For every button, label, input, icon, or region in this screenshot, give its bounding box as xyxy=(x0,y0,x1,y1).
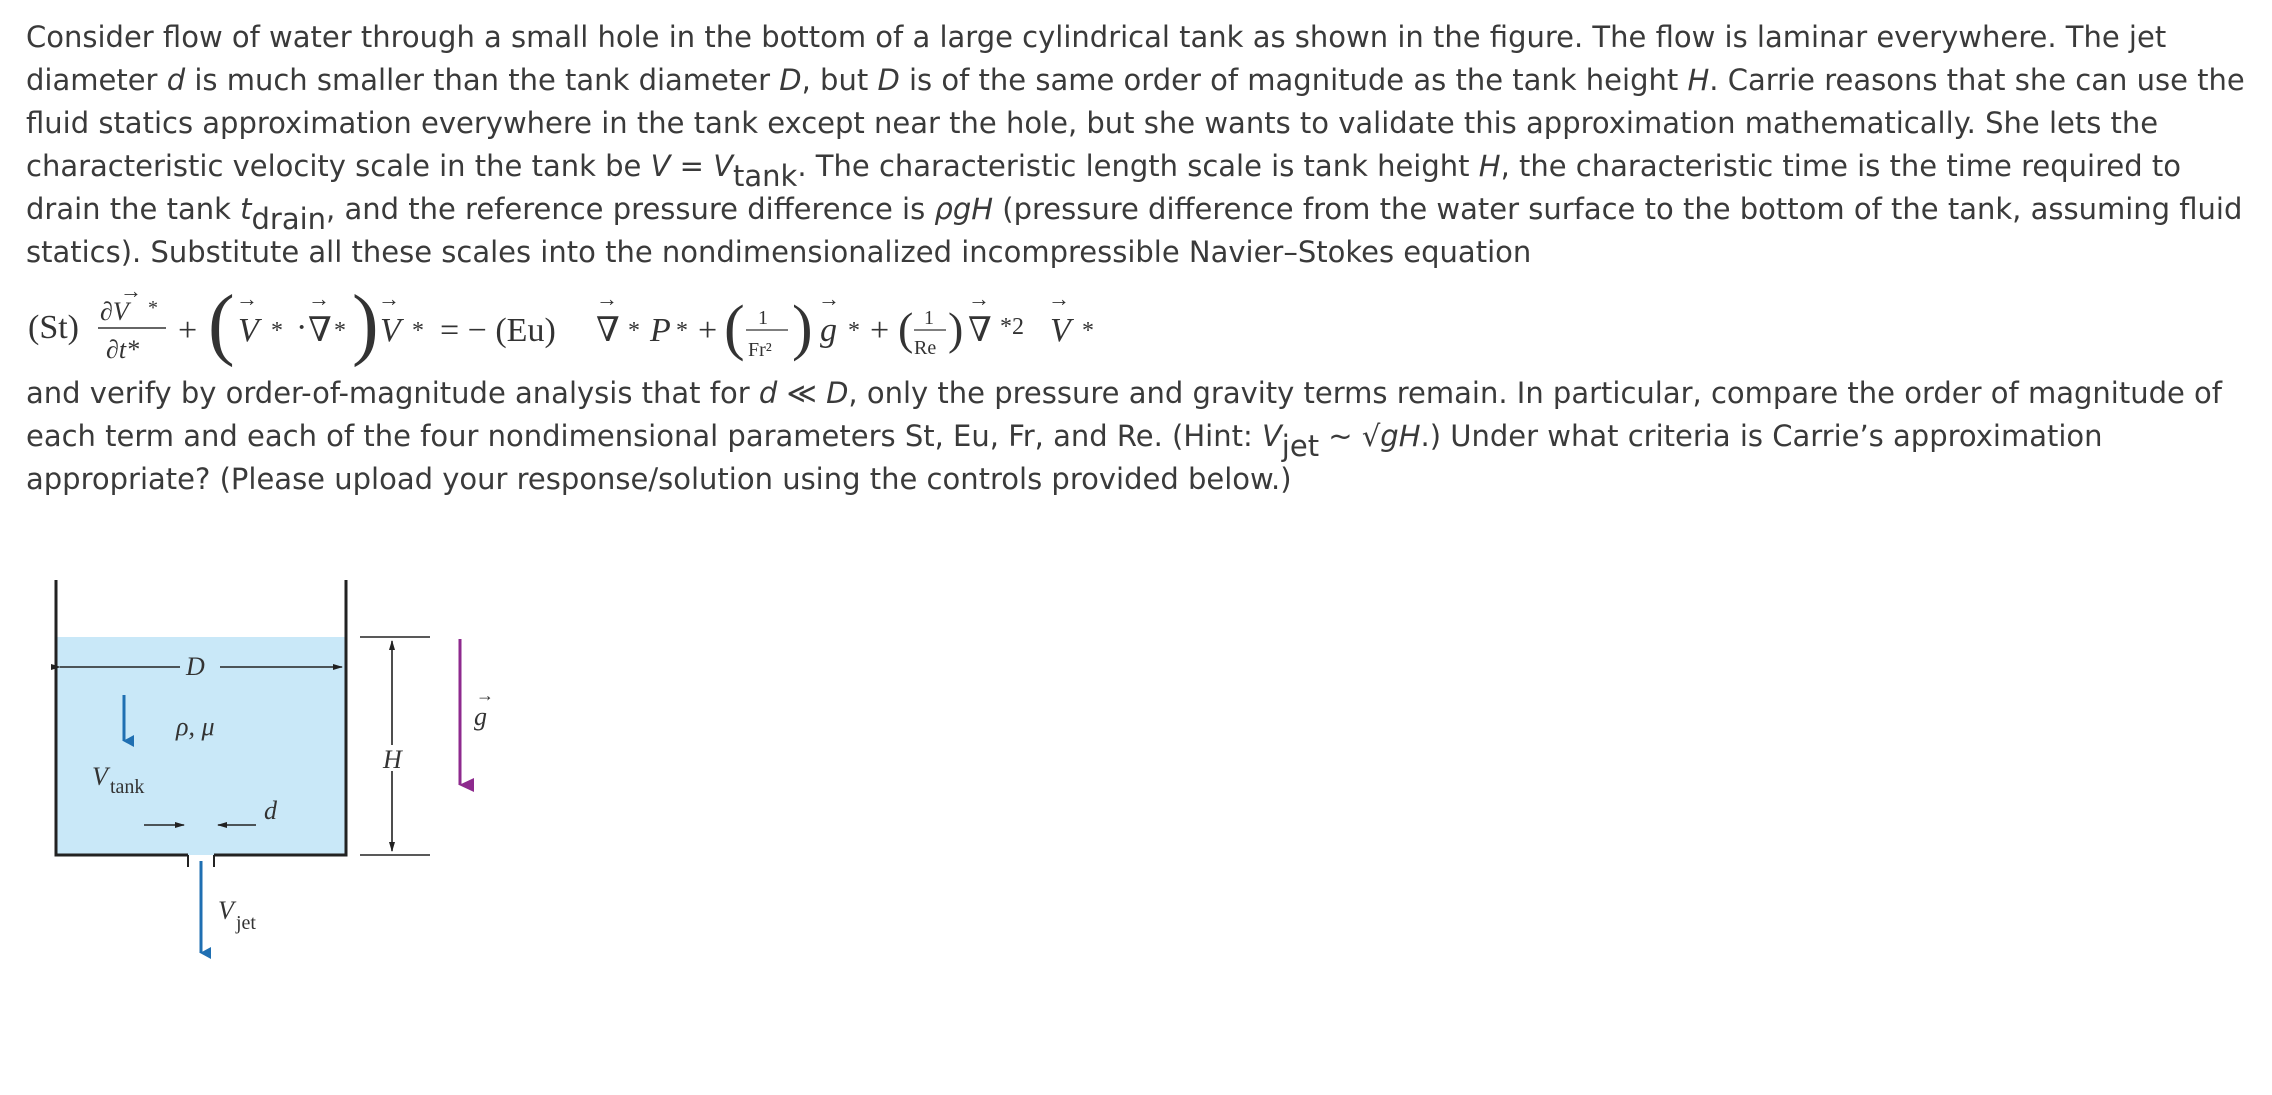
text: is much smaller than the tank diameter xyxy=(194,63,780,97)
label-rho-mu: ρ, μ xyxy=(176,712,215,741)
subscript-tank: tank xyxy=(733,159,798,193)
subscript-jet: jet xyxy=(1281,429,1320,463)
eq-arrow: → xyxy=(236,286,258,311)
eq-lparen: ( xyxy=(208,280,235,368)
var-rhogH: ρgH xyxy=(934,192,994,226)
eq-star: * xyxy=(628,318,640,344)
eq-arrow: → xyxy=(308,286,330,311)
text: ≪ xyxy=(777,376,827,410)
eq-star: * xyxy=(334,318,346,344)
var-gH: gH xyxy=(1380,419,1421,453)
eq-P: P xyxy=(650,312,671,349)
eq-star: * xyxy=(676,318,688,344)
label-V-tank: V xyxy=(92,762,108,791)
var-D: D xyxy=(877,63,900,97)
eq-minus-eu: = − (Eu) xyxy=(440,312,556,349)
eq-lparen: ( xyxy=(898,303,914,354)
eq-V: V xyxy=(380,312,401,349)
text: is of the same order of magnitude as the tank height xyxy=(899,63,1688,97)
label-g: g xyxy=(474,702,487,731)
label-d: d xyxy=(264,796,277,825)
var-d: d xyxy=(758,376,778,410)
eq-dot: · xyxy=(296,309,308,346)
var-V: V xyxy=(650,149,671,183)
question-paragraph-1 xyxy=(26,16,2248,274)
eq-plus: + xyxy=(870,312,890,349)
var-V-jet: V xyxy=(1261,419,1282,453)
var-t: t xyxy=(240,192,252,226)
eq-plus: + xyxy=(178,312,198,349)
eq-star2: *2 xyxy=(1000,314,1024,340)
var-d: d xyxy=(166,63,186,97)
label-jet-sub: jet xyxy=(236,912,256,934)
var-D: D xyxy=(826,376,849,410)
text: . The characteristic length scale is tank height xyxy=(797,149,1479,183)
eq-plus: + xyxy=(698,312,718,349)
eq-arrow: → xyxy=(968,286,990,311)
navier-stokes-equation xyxy=(28,278,1288,378)
eq-rparen: ) xyxy=(948,303,964,354)
eq-star: * xyxy=(848,318,860,344)
text: ~ √ xyxy=(1319,419,1381,453)
eq-dt: ∂t* xyxy=(106,335,140,364)
eq-rparen: ) xyxy=(792,294,813,362)
eq-star: * xyxy=(412,318,424,344)
text: = xyxy=(670,149,714,183)
text: , the characteristic time is the time required to drain the tank xyxy=(26,149,2181,226)
eq-arrow: → xyxy=(1048,286,1070,311)
eq-arrow: → xyxy=(596,286,618,311)
tank-figure xyxy=(40,565,500,965)
subscript-drain: drain xyxy=(251,202,327,236)
eq-rparen: ) xyxy=(352,280,379,368)
question-paragraph-2 xyxy=(26,372,2248,501)
text: (pressure difference from the water surface to the bottom of the tank, assuming fluid statics). Substitute all these scales into the nondimensionalized incompressible Navier–Stokes equation xyxy=(26,192,2243,269)
text: Consider flow of water through a small hole in the bottom of a large cylindrical tank as shown in the figure. The flow is laminar everywhere. The jet diameter xyxy=(26,20,2167,97)
eq-star: * xyxy=(148,297,158,319)
eq-dV: ∂V xyxy=(100,297,129,326)
eq-nabla: ∇ xyxy=(596,312,620,349)
label-H: H xyxy=(383,745,402,774)
eq-one: 1 xyxy=(758,307,768,329)
eq-arrow: → xyxy=(378,286,400,311)
eq-arrow: → xyxy=(120,278,142,303)
var-H: H xyxy=(1478,149,1501,183)
text: .) Under what criteria is Carrie’s approximation appropriate? (Please upload your response/solution using the controls provided below.) xyxy=(26,419,2103,496)
text: , but xyxy=(801,63,878,97)
eq-Fr2: Fr² xyxy=(748,339,772,361)
var-H: H xyxy=(1687,63,1710,97)
label-g-arrow: → xyxy=(476,685,494,705)
label-tank-sub: tank xyxy=(110,776,145,798)
text: . Carrie reasons that she can use the fluid statics approximation everywhere in the tank except near the hole, but she wants to validate this approximation mathematically. She lets the characteristic velocity scale in the tank be xyxy=(26,63,2245,183)
eq-V: V xyxy=(238,312,259,349)
var-D: D xyxy=(779,63,802,97)
text: , and the reference pressure difference is xyxy=(326,192,935,226)
eq-star: * xyxy=(271,318,283,344)
eq-st: (St) xyxy=(28,309,79,346)
eq-arrow: → xyxy=(818,286,840,311)
eq-nabla: ∇ xyxy=(308,312,332,349)
text: and verify by order-of-magnitude analysis that for xyxy=(26,376,759,410)
eq-one: 1 xyxy=(924,307,934,329)
text: , only the pressure and gravity terms remain. In particular, compare the order of magnitude of each term and each of the four nondimensional parameters St, Eu, Fr, and Re. (Hint: xyxy=(26,376,2222,453)
eq-lparen: ( xyxy=(724,294,745,362)
eq-V: V xyxy=(1050,312,1071,349)
eq-g: g xyxy=(820,312,837,349)
eq-star: * xyxy=(1082,318,1094,344)
eq-nabla: ∇ xyxy=(968,312,992,349)
var-V-tank: V xyxy=(713,149,734,183)
label-D: D xyxy=(186,652,205,681)
eq-Re: Re xyxy=(914,337,937,359)
label-V-jet: V xyxy=(218,896,234,925)
